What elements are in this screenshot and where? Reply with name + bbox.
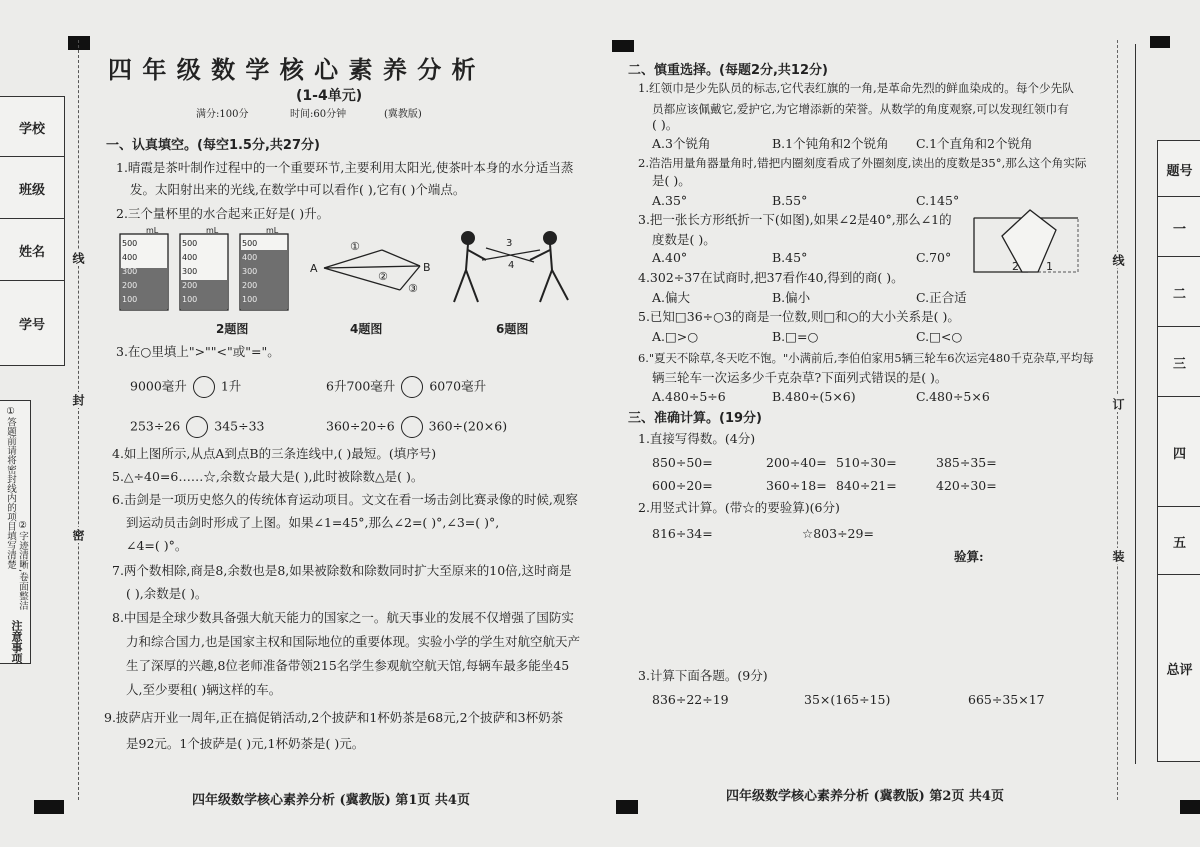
- point-label: B: [423, 261, 431, 274]
- compare-right: 1升: [220, 378, 242, 394]
- compare-left: 253÷26: [130, 418, 181, 434]
- question-text: 5.△÷40=6……☆,余数☆最大是( ),此时被除数△是( )。: [112, 469, 424, 484]
- compare-left: 6升700毫升: [326, 378, 396, 394]
- cylinder-tick: 200: [122, 281, 138, 290]
- option[interactable]: A.3个锐角: [652, 136, 711, 151]
- score-total[interactable]: [1157, 574, 1200, 762]
- binding-mark: 装: [1111, 550, 1125, 562]
- option[interactable]: B.45°: [772, 250, 808, 265]
- calc-item: 420÷30=: [936, 478, 997, 493]
- path-label: ③: [408, 282, 418, 295]
- cylinder-tick: 500: [182, 239, 198, 248]
- option[interactable]: B.55°: [772, 193, 808, 208]
- compare-circle[interactable]: [401, 376, 423, 398]
- figure-row: [110, 224, 600, 316]
- notice-title: 注意事项: [10, 620, 23, 664]
- compare-row: [130, 416, 265, 438]
- question-text: 2.三个量杯里的水合起来正好是( )升。: [116, 206, 330, 221]
- registration-mark: [68, 36, 90, 50]
- exam-edition: (冀教版): [384, 109, 422, 120]
- calc-item: ☆803÷29=: [802, 526, 874, 541]
- question-text: 人,至少要租( )辆这样的车。: [126, 682, 282, 697]
- question-text: 7.两个数相除,商是8,余数也是8,如果被除数和除数同时扩大至原来的10倍,这时商是: [112, 563, 572, 578]
- question-text: ( ),余数是( )。: [126, 586, 208, 601]
- page-title: 四 年 级 数 学 核 心 素 养 分 析: [108, 55, 477, 84]
- field-name[interactable]: [0, 218, 65, 282]
- score-header: [1157, 140, 1200, 198]
- binding-mark: 线: [71, 252, 85, 264]
- cylinder-tick: 400: [122, 253, 138, 262]
- binding-line: [1117, 40, 1118, 800]
- field-student-id[interactable]: [0, 280, 65, 366]
- score-cell-2[interactable]: [1157, 256, 1200, 328]
- question-text: 1.红领巾是少先队员的标志,它代表红旗的一角,是革命先烈的鲜血染成的。每个少先队: [638, 81, 1074, 95]
- question-text: 6.击剑是一项历史悠久的传统体育运动项目。文文在看一场击剑比赛录像的时候,观察: [112, 492, 578, 507]
- question-text: 4.如上图所示,从点A到点B的三条连线中,( )最短。(填序号): [112, 446, 437, 461]
- score-table-frame: [1135, 44, 1156, 764]
- question-text: 1.晴霞是茶叶制作过程中的一个重要环节,主要利用太阳光,使茶叶本身的水分适当蒸: [116, 160, 574, 175]
- section-heading: 三、准确计算。(19分): [628, 411, 762, 426]
- calc-item: 850÷50=: [652, 455, 713, 470]
- cylinder-tick: 200: [182, 281, 198, 290]
- registration-mark: [34, 800, 64, 814]
- exam-time: 时间:60分钟: [290, 109, 347, 120]
- field-class[interactable]: [0, 156, 65, 220]
- question-text: 是( )。: [652, 173, 691, 188]
- compare-row: [326, 376, 486, 398]
- cylinder-tick: 300: [122, 267, 138, 276]
- compare-left: 9000毫升: [130, 378, 187, 394]
- question-text: ( )。: [652, 117, 679, 132]
- question-text: 发。太阳射出来的光线,在数学中可以看作( ),它有( )个端点。: [130, 182, 466, 197]
- option[interactable]: A.偏大: [652, 290, 691, 305]
- cylinder-tick: 100: [242, 295, 258, 304]
- option[interactable]: B.1个钝角和2个锐角: [772, 136, 889, 151]
- score-cell-1[interactable]: [1157, 196, 1200, 258]
- calc-item: 360÷18=: [766, 478, 827, 493]
- field-label: 姓名: [18, 244, 45, 260]
- question-text: 8.中国是全球少数具备强大航天能力的国家之一。航天事业的发展不仅增强了国防实: [112, 610, 574, 625]
- compare-right: 360÷(20×6): [428, 418, 508, 434]
- compare-circle[interactable]: [401, 416, 423, 438]
- measuring-cylinder: [120, 226, 168, 310]
- compare-row: [326, 416, 507, 438]
- cylinder-tick: 400: [242, 253, 258, 262]
- option[interactable]: C.480÷5×6: [916, 389, 990, 404]
- question-text: 生了深厚的兴趣,8位老师准备带领215名学生参观航空航天馆,每辆车最多能坐45: [126, 658, 570, 673]
- question-text: 9.披萨店开业一周年,正在搞促销活动,2个披萨和1杯奶茶是68元,2个披萨和3杯奶茶: [104, 710, 564, 725]
- cylinder-tick: 500: [122, 239, 138, 248]
- field-label: 学号: [18, 317, 45, 333]
- option[interactable]: C.正合适: [916, 290, 967, 305]
- registration-mark: [616, 800, 638, 814]
- calc-item: 385÷35=: [936, 455, 997, 470]
- registration-mark: [612, 40, 634, 52]
- exam-score: 满分:100分: [196, 109, 249, 120]
- calc-item: 665÷35×17: [968, 692, 1045, 707]
- sub-question: 3.计算下面各题。(9分): [638, 668, 768, 683]
- question-text: 6."夏天不除草,冬天吃不饱。"小满前后,李伯伯家用5辆三轮车6次运完480千克杂草,平均每: [638, 351, 1094, 365]
- cylinder-tick: 300: [242, 267, 258, 276]
- option[interactable]: B.480÷(5×6): [772, 389, 856, 404]
- angle-label: 2: [1012, 260, 1019, 273]
- question-text: 3.把一张长方形纸折一下(如图),如果∠2是40°,那么∠1的: [638, 212, 952, 227]
- option[interactable]: C.145°: [916, 193, 960, 208]
- fencing-figure: [454, 232, 568, 302]
- angle-label: 3: [506, 238, 513, 249]
- option[interactable]: B.偏小: [772, 290, 811, 305]
- question-text: 到运动员击剑时形成了上图。如果∠1=45°,那么∠2=( )°,∠3=( )°,: [126, 515, 500, 530]
- page-subtitle: (1-4单元): [296, 88, 363, 104]
- option[interactable]: C.1个直角和2个锐角: [916, 136, 1033, 151]
- figure-caption: 6题图: [496, 322, 529, 336]
- page-footer: 四年级数学核心素养分析 (冀教版) 第2页 共4页: [726, 789, 1004, 804]
- calc-item: 600÷20=: [652, 478, 713, 493]
- sub-question: 1.直接写得数。(4分): [638, 431, 756, 446]
- measuring-cylinder: [240, 226, 288, 310]
- question-text: 3.在○里填上">""<"或"="。: [116, 344, 280, 359]
- folded-paper-figure: [972, 208, 1082, 274]
- question-text: 4.302÷37在试商时,把37看作40,得到的商( )。: [638, 270, 904, 285]
- question-text: 力和综合国力,也是国家主权和国际地位的重要体现。实验小学的学生对航空航天产: [126, 634, 580, 649]
- question-text: 2.浩浩用量角器量角时,错把内圈刻度看成了外圈刻度,读出的度数是35°,那么这个角实际: [638, 156, 1087, 170]
- binding-mark: 密: [71, 529, 85, 541]
- cylinder-unit: mL: [146, 226, 159, 235]
- path-label: ①: [350, 240, 360, 253]
- cylinder-tick: 300: [182, 267, 198, 276]
- calc-item: 510÷30=: [836, 455, 897, 470]
- compare-right: 6070毫升: [429, 378, 487, 394]
- compare-circle[interactable]: [193, 376, 215, 398]
- question-text: ∠4=( )°。: [126, 538, 188, 553]
- field-school[interactable]: [0, 96, 65, 158]
- registration-mark: [1180, 800, 1200, 814]
- option[interactable]: B.□=○: [772, 329, 819, 344]
- field-label: 学校: [18, 121, 45, 137]
- compare-circle[interactable]: [186, 416, 208, 438]
- measuring-cylinder: [180, 226, 228, 310]
- score-row-label: 五: [1172, 535, 1186, 551]
- calc-item: 840÷21=: [836, 478, 897, 493]
- calc-item: 200÷40=: [766, 455, 827, 470]
- calc-item: 35×(165÷15): [804, 692, 891, 707]
- cylinder-tick: 100: [182, 295, 198, 304]
- angle-label: 1: [1046, 260, 1053, 273]
- sub-question: 2.用竖式计算。(带☆的要验算)(6分): [638, 500, 840, 515]
- score-row-label: 三: [1172, 356, 1186, 372]
- option[interactable]: A.40°: [652, 250, 688, 265]
- option[interactable]: C.□<○: [916, 329, 963, 344]
- question-text: 度数是( )。: [652, 232, 716, 247]
- point-label: A: [310, 262, 318, 275]
- score-cell-4[interactable]: [1157, 396, 1200, 508]
- option[interactable]: A.□>○: [652, 329, 699, 344]
- page-footer: 四年级数学核心素养分析 (冀教版) 第1页 共4页: [192, 793, 470, 808]
- question-text: 员都应该佩戴它,爱护它,为它增添新的荣誉。从数学的角度观察,可以发现红领巾有: [652, 102, 1069, 116]
- question-text: 辆三轮车一次运多少千克杂草?下面列式错误的是( )。: [652, 370, 948, 385]
- option[interactable]: A.480÷5÷6: [652, 389, 726, 404]
- check-label: 验算:: [954, 549, 984, 564]
- score-row-label: 一: [1172, 221, 1186, 237]
- path-lines-figure: [310, 240, 431, 295]
- compare-left: 360÷20÷6: [326, 418, 395, 434]
- binding-mark: 线: [1111, 254, 1125, 266]
- angle-label: 4: [508, 260, 515, 271]
- score-cell-5[interactable]: [1157, 506, 1200, 576]
- compare-row: [130, 376, 241, 398]
- notice-line: ①答题前请将密封线内的项目填写清楚: [5, 406, 16, 569]
- option[interactable]: C.70°: [916, 250, 952, 265]
- path-label: ②: [378, 270, 388, 283]
- cylinder-tick: 100: [122, 295, 138, 304]
- score-header-label: 题号: [1166, 163, 1193, 179]
- cylinder-tick: 400: [182, 253, 198, 262]
- score-row-label: 四: [1172, 446, 1186, 462]
- binding-mark: 封: [71, 394, 85, 406]
- cylinder-tick: 200: [242, 281, 258, 290]
- binding-line: [78, 40, 79, 800]
- score-row-label: 二: [1172, 286, 1186, 302]
- section-heading: 二、慎重选择。(每题2分,共12分): [628, 63, 828, 78]
- figure-caption: 2题图: [216, 322, 249, 336]
- binding-mark: 订: [1111, 398, 1125, 410]
- question-text: 5.已知□36÷○3的商是一位数,则□和○的大小关系是( )。: [638, 309, 960, 324]
- figure-caption: 4题图: [350, 322, 383, 336]
- notice-line: ②字迹清晰,卷面整洁: [17, 520, 28, 611]
- field-label: 班级: [18, 182, 45, 198]
- score-cell-3[interactable]: [1157, 326, 1200, 398]
- cylinder-tick: 500: [242, 239, 258, 248]
- section-heading: 一、认真填空。(每空1.5分,共27分): [106, 138, 320, 153]
- calc-item: 836÷22÷19: [652, 692, 729, 707]
- option[interactable]: A.35°: [652, 193, 688, 208]
- cylinder-unit: mL: [206, 226, 219, 235]
- compare-right: 345÷33: [214, 418, 265, 434]
- calc-item: 816÷34=: [652, 526, 713, 541]
- cylinder-unit: mL: [266, 226, 279, 235]
- question-text: 是92元。1个披萨是( )元,1杯奶茶是( )元。: [126, 736, 365, 751]
- score-row-label: 总评: [1166, 662, 1193, 678]
